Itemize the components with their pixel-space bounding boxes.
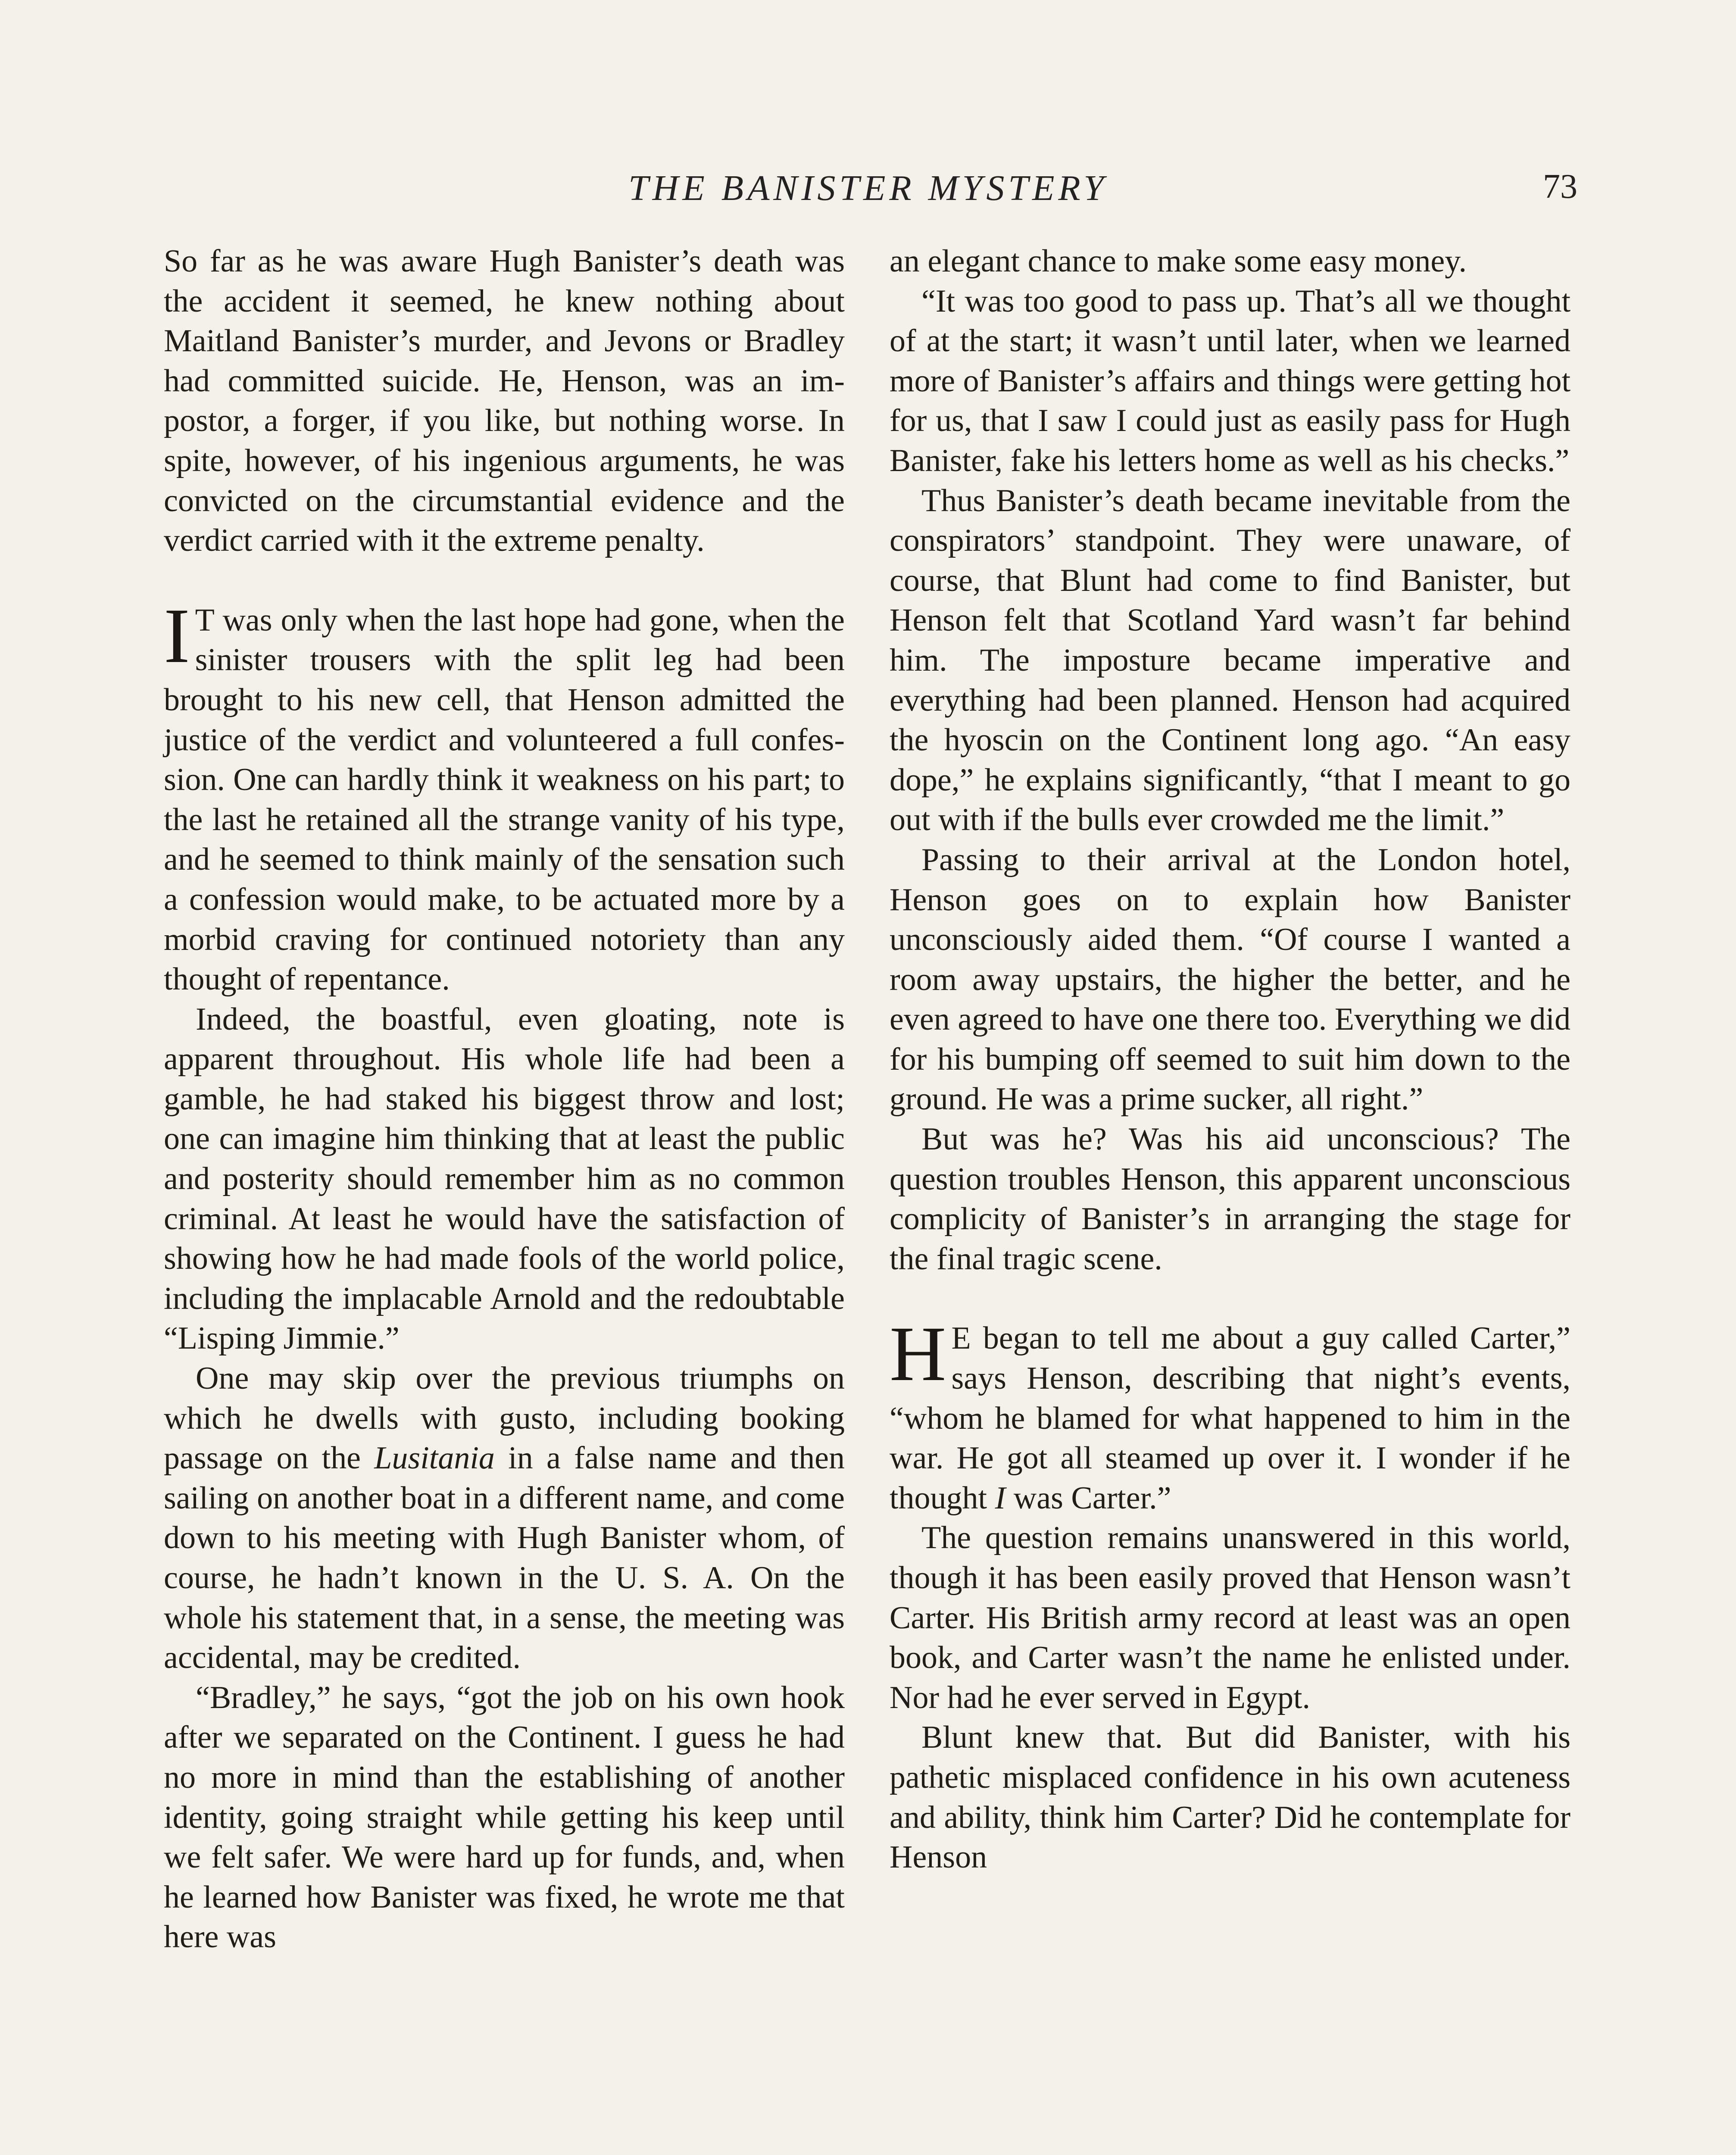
paragraph: Passing to their arrival at the London hotel, Henson goes on to explain how Banister unconsciously aided them. “Of course I wanted a room away upstairs, the higher the better, and he even agreed to have one there too. Everything we did for his bumping off seemed to suit him down to the ground. He was a prime sucker, all right.” bbox=[890, 842, 1571, 1117]
paragraph: “It was too good to pass up. That’s all we thought of at the start; it wasn’t until later, when we learned more of Banister’s affairs and things were getting hot for us, that I saw I could just as easily pass for Hugh Banister, fake his letters home as well as his checks.” bbox=[890, 283, 1571, 478]
paragraph: So far as he was aware Hugh Banister’s death was the accident it seemed, he knew nothing about Maitland Banister’s murder, and Jevons or Bradley had committed suicide. He, Henson, was an impostor, a forger, if you like, but nothing worse. In spite, however, of his ingenious arguments, he was convicted on the circumstantial evidence and the verdict carried with it the extreme penalty. bbox=[164, 244, 845, 559]
paragraph: Blunt knew that. But did Banister, with his pathetic misplaced confidence in his own acuteness and ability, think him Carter? Did he contemplate for Henson bbox=[890, 1720, 1571, 1875]
running-head-title: THE BANISTER MYSTERY bbox=[628, 168, 1108, 208]
emphasis-italic: I bbox=[995, 1480, 1006, 1516]
paragraph: Thus Banister’s death became inevitable from the conspirators’ standpoint. They were unaware, of course, that Blunt had come to find Banister, but Henson felt that Scotland Yard wasn’t far behind him. The imposture became imperative and everything had been planned. Henson had acquired the hyoscin on the Continent long ago. “An easy dope,” he explains significantly, “that I meant to go out with if the bulls ever crowded me the limit.” bbox=[890, 483, 1571, 838]
page-number: 73 bbox=[1543, 168, 1577, 206]
paragraph: The question remains unanswered in this world, though it has been easily proved that Henson wasn’t Carter. His British army record at least was an open book, and Carter wasn’t the name he enlisted under. Nor had he ever served in Egypt. bbox=[890, 1520, 1571, 1715]
paragraph-text: E began to tell me about a guy called Carter,” says Henson, describing that night’s events, “whom he blamed for what happened to him in the war. He got all steamed up over it. I wonder if he thought bbox=[890, 1321, 1571, 1516]
drop-cap: H bbox=[890, 1311, 946, 1398]
left-column bbox=[164, 241, 845, 1957]
right-column bbox=[890, 241, 1571, 1877]
paragraph: “Bradley,” he says, “got the job on his own hook after we separated on the Continent. I guess he had no more in mind than the establishing of another identity, going straight while getting his keep until we felt safer. We were hard up for funds, and, when he learned how Banister was fixed, he wrote me that here was bbox=[164, 1680, 845, 1955]
paragraph: Indeed, the boastful, even gloating, note is apparent throughout. His whole life had been a gamble, he had staked his biggest throw and lost; one can imagine him thinking that at least the public and posterity should remember him as no common criminal. At least he would have the satisfaction of showing how he had made fools of the world police, including the implacable Arnold and the redoubtable “Lisping Jimmie.” bbox=[164, 1001, 845, 1356]
drop-cap: I bbox=[164, 592, 190, 679]
section-opening-paragraph bbox=[890, 1311, 1571, 1518]
paragraph-text: in a false name and then sailing on another boat in a different name, and come down to his meeting with Hugh Banister whom, of course, he hadn’t known in the U. S. A. On the whole his statement that, in a sense, the meeting was accidental, may be credited. bbox=[164, 1440, 845, 1676]
section-opening-paragraph bbox=[164, 592, 845, 999]
paragraph: an elegant chance to make some easy money. bbox=[890, 244, 1467, 279]
paragraph-text: T was only when the last hope had gone, when the sinister trousers with the split leg had been brought to his new cell, that Henson admitted the justice of the verdict and volunteered a full confession. One can hardly think it weakness on his part; to the last he retained all the strange vanity of his type, and he seemed to think mainly of the sensation such a confession would make, to be actuated more by a morbid craving for continued notoriety than any thought of repentance. bbox=[164, 602, 845, 997]
paragraph-text: was Carter.” bbox=[1005, 1480, 1171, 1516]
paragraph: But was he? Was his aid unconscious? The question troubles Henson, this apparent unconscious complicity of Banister’s in arranging the stage for the final tragic scene. bbox=[890, 1121, 1571, 1277]
paragraph bbox=[164, 1359, 845, 1678]
ship-name-italic: Lusitania bbox=[374, 1440, 495, 1476]
paragraph-text: One may skip over the previous triumphs on which he dwells with gusto, including booking passage on the bbox=[164, 1361, 845, 1476]
